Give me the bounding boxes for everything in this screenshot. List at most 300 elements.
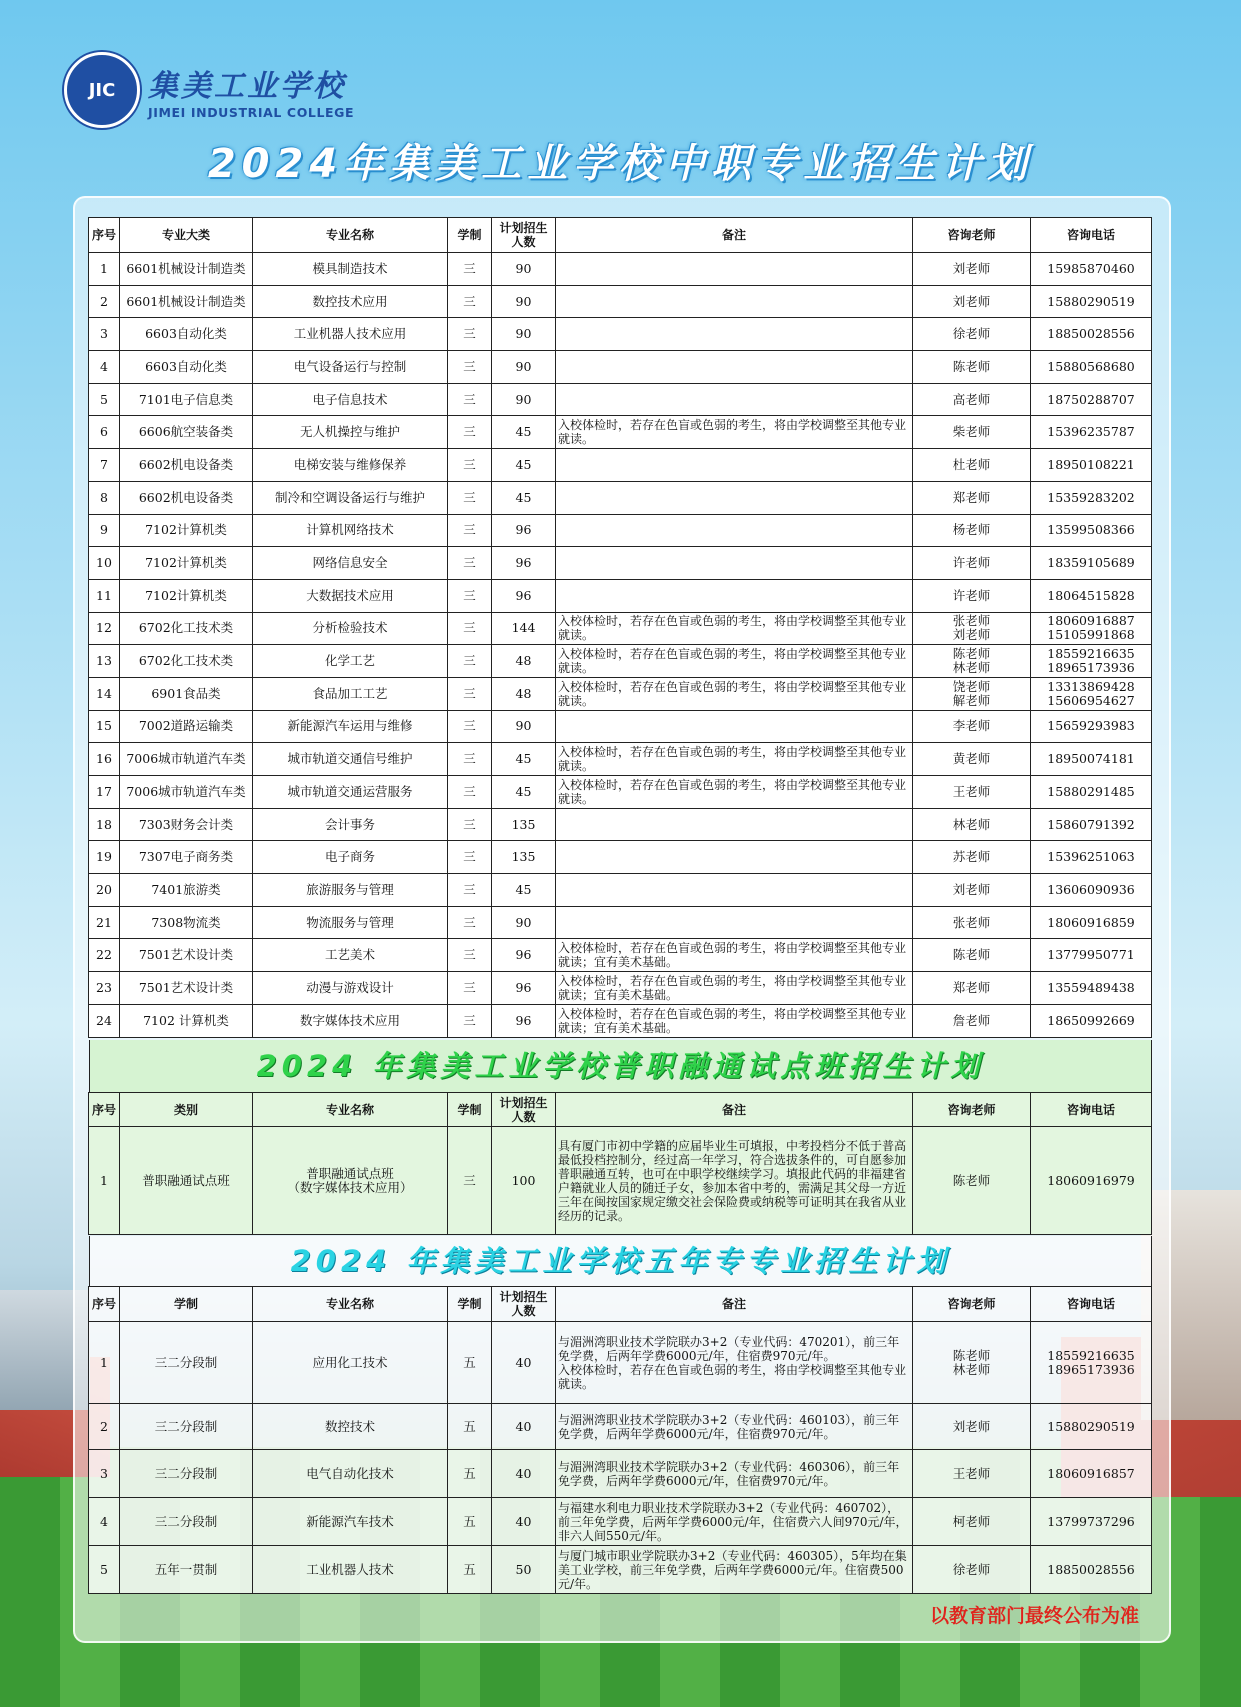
- cell-contact-teacher: 许老师: [913, 579, 1031, 612]
- logo-english-name: JIMEI INDUSTRIAL COLLEGE: [148, 104, 355, 120]
- cell-planned-enrollment: 90: [492, 318, 556, 351]
- cell-row-number: 12: [89, 612, 120, 645]
- cell-contact-teacher: 陈老师: [913, 939, 1031, 972]
- cell-remarks: [556, 710, 913, 743]
- cell-remarks: [556, 874, 913, 907]
- cell-row-number: 11: [89, 579, 120, 612]
- cell-category: 6602机电设备类: [120, 449, 253, 482]
- table-row: [89, 710, 1152, 743]
- table-row: [89, 481, 1152, 514]
- cell-major-name: 电子商务: [253, 841, 448, 874]
- table-row: [89, 253, 1152, 286]
- cell-remarks: [556, 351, 913, 384]
- table-header-row: [89, 1287, 1152, 1322]
- cell-contact-phone: 18060916979: [1031, 1127, 1152, 1235]
- vocational-plan-table: [88, 217, 1152, 1038]
- header-duration: 学制: [448, 218, 492, 253]
- cell-planned-enrollment: 90: [492, 285, 556, 318]
- header-remarks: 备注: [556, 1093, 913, 1127]
- cell-contact-teacher: 陈老师 林老师: [913, 1322, 1031, 1404]
- cell-major-name: 计算机网络技术: [253, 514, 448, 547]
- cell-major-name: 数控技术: [253, 1404, 448, 1450]
- cell-contact-phone: 18359105689: [1031, 547, 1152, 580]
- cell-major-name: 网络信息安全: [253, 547, 448, 580]
- cell-planned-enrollment: 90: [492, 383, 556, 416]
- cell-major-name: 电子信息技术: [253, 383, 448, 416]
- cell-remarks: [556, 383, 913, 416]
- cell-planned-enrollment: 96: [492, 579, 556, 612]
- cell-duration: 三: [448, 579, 492, 612]
- cell-row-number: 1: [89, 253, 120, 286]
- cell-remarks: 与湄洲湾职业技术学院联办3+2（专业代码：460103），前三年免学费，后两年学费6000元/年，住宿费970元/年。: [556, 1404, 913, 1450]
- cell-contact-teacher: 郑老师: [913, 481, 1031, 514]
- cell-contact-teacher: 徐老师: [913, 1546, 1031, 1594]
- cell-category: 三二分段制: [120, 1322, 253, 1404]
- cell-row-number: 18: [89, 808, 120, 841]
- cell-category: 6602机电设备类: [120, 481, 253, 514]
- header-duration: 学制: [448, 1093, 492, 1127]
- cell-planned-enrollment: 144: [492, 612, 556, 645]
- cell-duration: 三: [448, 318, 492, 351]
- cell-major-name: 新能源汽车运用与维修: [253, 710, 448, 743]
- cell-contact-phone: 15985870460: [1031, 253, 1152, 286]
- cell-remarks: 入校体检时，若存在色盲或色弱的考生，将由学校调整至其他专业就读。: [556, 416, 913, 449]
- table-row: [89, 416, 1152, 449]
- header-row-number: 序号: [89, 1093, 120, 1127]
- cell-planned-enrollment: 45: [492, 416, 556, 449]
- cell-remarks: [556, 481, 913, 514]
- cell-contact-teacher: 王老师: [913, 1450, 1031, 1498]
- section-title-five-year: 2024 年集美工业学校五年专专业招生计划: [89, 1236, 1152, 1286]
- cell-duration: 三: [448, 285, 492, 318]
- cell-planned-enrollment: 96: [492, 514, 556, 547]
- cell-duration: 三: [448, 939, 492, 972]
- cell-row-number: 4: [89, 1498, 120, 1546]
- table-row: [89, 449, 1152, 482]
- cell-remarks: 入校体检时，若存在色盲或色弱的考生，将由学校调整至其他专业就读。: [556, 743, 913, 776]
- integration-plan-table: [88, 1092, 1152, 1235]
- cell-contact-teacher: 饶老师 解老师: [913, 677, 1031, 710]
- cell-major-name: 电气设备运行与控制: [253, 351, 448, 384]
- cell-category: 7006城市轨道汽车类: [120, 776, 253, 809]
- table-row: [89, 318, 1152, 351]
- cell-row-number: 21: [89, 906, 120, 939]
- cell-category: 6702化工技术类: [120, 612, 253, 645]
- cell-remarks: [556, 906, 913, 939]
- cell-category: 7101电子信息类: [120, 383, 253, 416]
- cell-remarks: 入校体检时，若存在色盲或色弱的考生，将由学校调整至其他专业就读；宜有美术基础。: [556, 972, 913, 1005]
- cell-remarks: 与湄洲湾职业技术学院联办3+2（专业代码：460306），前三年免学费，后两年学费6000元/年，住宿费970元/年。: [556, 1450, 913, 1498]
- cell-duration: 五: [448, 1450, 492, 1498]
- cell-contact-phone: 15396235787: [1031, 416, 1152, 449]
- cell-contact-teacher: 柴老师: [913, 416, 1031, 449]
- cell-duration: 三: [448, 449, 492, 482]
- cell-major-name: 分析检验技术: [253, 612, 448, 645]
- cell-contact-phone: 18060916859: [1031, 906, 1152, 939]
- cell-contact-teacher: 黄老师: [913, 743, 1031, 776]
- cell-contact-phone: 15880290519: [1031, 285, 1152, 318]
- table-row: [89, 972, 1152, 1005]
- cell-contact-teacher: 杜老师: [913, 449, 1031, 482]
- cell-planned-enrollment: 45: [492, 481, 556, 514]
- cell-row-number: 14: [89, 677, 120, 710]
- cell-category: 6702化工技术类: [120, 645, 253, 678]
- cell-row-number: 5: [89, 1546, 120, 1594]
- cell-duration: 三: [448, 841, 492, 874]
- cell-planned-enrollment: 90: [492, 906, 556, 939]
- cell-planned-enrollment: 135: [492, 841, 556, 874]
- table-row: [89, 939, 1152, 972]
- cell-contact-teacher: 李老师: [913, 710, 1031, 743]
- cell-row-number: 15: [89, 710, 120, 743]
- cell-duration: 三: [448, 547, 492, 580]
- cell-category: 7501艺术设计类: [120, 972, 253, 1005]
- header-category: 专业大类: [120, 218, 253, 253]
- header-row-number: 序号: [89, 1287, 120, 1322]
- cell-contact-phone: 18950108221: [1031, 449, 1152, 482]
- cell-major-name: 城市轨道交通信号维护: [253, 743, 448, 776]
- cell-row-number: 7: [89, 449, 120, 482]
- cell-category: 7102计算机类: [120, 514, 253, 547]
- header-contact-phone: 咨询电话: [1031, 1093, 1152, 1127]
- table-header-row: [89, 1093, 1152, 1127]
- cell-row-number: 13: [89, 645, 120, 678]
- cell-remarks: [556, 841, 913, 874]
- header-category: 学制: [120, 1287, 253, 1322]
- cell-category: 三二分段制: [120, 1498, 253, 1546]
- header-row-number: 序号: [89, 218, 120, 253]
- cell-category: 6601机械设计制造类: [120, 253, 253, 286]
- cell-major-name: 模具制造技术: [253, 253, 448, 286]
- cell-major-name: 普职融通试点班 （数字媒体技术应用）: [253, 1127, 448, 1235]
- cell-planned-enrollment: 45: [492, 449, 556, 482]
- table-row: [89, 547, 1152, 580]
- cell-row-number: 2: [89, 285, 120, 318]
- cell-remarks: [556, 285, 913, 318]
- table-row: [89, 874, 1152, 907]
- cell-row-number: 16: [89, 743, 120, 776]
- cell-remarks: 入校体检时，若存在色盲或色弱的考生，将由学校调整至其他专业就读。: [556, 645, 913, 678]
- cell-contact-phone: 18064515828: [1031, 579, 1152, 612]
- cell-duration: 三: [448, 677, 492, 710]
- cell-contact-teacher: 许老师: [913, 547, 1031, 580]
- header-planned-enrollment: 计划招生人数: [492, 218, 556, 253]
- table-row: [89, 1004, 1152, 1037]
- cell-category: 7303财务会计类: [120, 808, 253, 841]
- cell-duration: 三: [448, 481, 492, 514]
- cell-major-name: 化学工艺: [253, 645, 448, 678]
- cell-duration: 五: [448, 1404, 492, 1450]
- cell-planned-enrollment: 48: [492, 677, 556, 710]
- cell-major-name: 数控技术应用: [253, 285, 448, 318]
- cell-category: 6901食品类: [120, 677, 253, 710]
- school-logo: [64, 52, 354, 128]
- cell-category: 三二分段制: [120, 1450, 253, 1498]
- cell-contact-phone: 18559216635 18965173936: [1031, 1322, 1152, 1404]
- cell-planned-enrollment: 100: [492, 1127, 556, 1235]
- cell-planned-enrollment: 96: [492, 547, 556, 580]
- cell-category: 三二分段制: [120, 1404, 253, 1450]
- cell-category: 6603自动化类: [120, 318, 253, 351]
- cell-contact-teacher: 陈老师: [913, 1127, 1031, 1235]
- table-row: [89, 677, 1152, 710]
- cell-contact-phone: 13599508366: [1031, 514, 1152, 547]
- cell-category: 6601机械设计制造类: [120, 285, 253, 318]
- cell-contact-teacher: 杨老师: [913, 514, 1031, 547]
- table-row: [89, 579, 1152, 612]
- table-row: [89, 514, 1152, 547]
- cell-contact-teacher: 詹老师: [913, 1004, 1031, 1037]
- cell-category: 7102计算机类: [120, 579, 253, 612]
- table-row: [89, 808, 1152, 841]
- cell-row-number: 3: [89, 318, 120, 351]
- cell-contact-phone: 18850028556: [1031, 318, 1152, 351]
- cell-row-number: 22: [89, 939, 120, 972]
- cell-duration: 三: [448, 416, 492, 449]
- cell-major-name: 应用化工技术: [253, 1322, 448, 1404]
- cell-contact-teacher: 苏老师: [913, 841, 1031, 874]
- cell-planned-enrollment: 45: [492, 776, 556, 809]
- table-row: [89, 612, 1152, 645]
- cell-planned-enrollment: 96: [492, 939, 556, 972]
- cell-remarks: 与厦门城市职业学院联办3+2（专业代码：460305），5年均在集美工业学校，前三年免学费，后两年学费6000元/年。住宿费500元/年。: [556, 1546, 913, 1594]
- header-major-name: 专业名称: [253, 218, 448, 253]
- cell-row-number: 8: [89, 481, 120, 514]
- cell-duration: 三: [448, 906, 492, 939]
- cell-row-number: 2: [89, 1404, 120, 1450]
- header-contact-teacher: 咨询老师: [913, 1093, 1031, 1127]
- cell-contact-teacher: 刘老师: [913, 874, 1031, 907]
- cell-row-number: 19: [89, 841, 120, 874]
- cell-remarks: 与湄洲湾职业技术学院联办3+2（专业代码：470201），前三年免学费，后两年学费6000元/年，住宿费970元/年。 入校体检时，若存在色盲或色弱的考生，将由学校调整至其他专业就读。: [556, 1322, 913, 1404]
- table-row: [89, 351, 1152, 384]
- cell-category: 7102 计算机类: [120, 1004, 253, 1037]
- cell-contact-teacher: 刘老师: [913, 285, 1031, 318]
- table-row: [89, 1127, 1152, 1235]
- cell-contact-phone: 13779950771: [1031, 939, 1152, 972]
- cell-contact-teacher: 柯老师: [913, 1498, 1031, 1546]
- cell-contact-phone: 18060916857: [1031, 1450, 1152, 1498]
- cell-major-name: 工艺美术: [253, 939, 448, 972]
- header-planned-enrollment: 计划招生人数: [492, 1287, 556, 1322]
- cell-contact-phone: 15359283202: [1031, 481, 1152, 514]
- cell-planned-enrollment: 96: [492, 972, 556, 1005]
- header-major-name: 专业名称: [253, 1287, 448, 1322]
- cell-planned-enrollment: 40: [492, 1404, 556, 1450]
- cell-contact-teacher: 陈老师: [913, 351, 1031, 384]
- cell-category: 6603自动化类: [120, 351, 253, 384]
- cell-major-name: 会计事务: [253, 808, 448, 841]
- header-contact-teacher: 咨询老师: [913, 218, 1031, 253]
- cell-major-name: 物流服务与管理: [253, 906, 448, 939]
- cell-major-name: 旅游服务与管理: [253, 874, 448, 907]
- cell-contact-teacher: 徐老师: [913, 318, 1031, 351]
- table-row: [89, 645, 1152, 678]
- cell-contact-teacher: 林老师: [913, 808, 1031, 841]
- cell-contact-phone: 15880568680: [1031, 351, 1152, 384]
- table-row: [89, 285, 1152, 318]
- cell-contact-phone: 13799737296: [1031, 1498, 1152, 1546]
- cell-duration: 五: [448, 1498, 492, 1546]
- cell-planned-enrollment: 135: [492, 808, 556, 841]
- cell-duration: 三: [448, 383, 492, 416]
- cell-major-name: 大数据技术应用: [253, 579, 448, 612]
- cell-category: 五年一贯制: [120, 1546, 253, 1594]
- cell-row-number: 9: [89, 514, 120, 547]
- cell-major-name: 工业机器人技术应用: [253, 318, 448, 351]
- logo-chinese-name: 集美工业学校: [148, 68, 346, 104]
- table-row: [89, 743, 1152, 776]
- cell-contact-teacher: 张老师 刘老师: [913, 612, 1031, 645]
- cell-contact-phone: 18950074181: [1031, 743, 1152, 776]
- cell-category: 7401旅游类: [120, 874, 253, 907]
- header-remarks: 备注: [556, 218, 913, 253]
- cell-remarks: [556, 547, 913, 580]
- cell-duration: 三: [448, 710, 492, 743]
- header-remarks: 备注: [556, 1287, 913, 1322]
- cell-duration: 三: [448, 612, 492, 645]
- cell-duration: 三: [448, 972, 492, 1005]
- cell-remarks: 入校体检时，若存在色盲或色弱的考生，将由学校调整至其他专业就读。: [556, 612, 913, 645]
- header-duration: 学制: [448, 1287, 492, 1322]
- table-row: [89, 1546, 1152, 1594]
- cell-planned-enrollment: 45: [492, 743, 556, 776]
- table-row: [89, 1322, 1152, 1404]
- cell-planned-enrollment: 45: [492, 874, 556, 907]
- cell-contact-teacher: 刘老师: [913, 1404, 1031, 1450]
- footer-note: 以教育部门最终公布为准: [929, 1605, 1139, 1627]
- cell-contact-teacher: 张老师: [913, 906, 1031, 939]
- cell-row-number: 4: [89, 351, 120, 384]
- cell-duration: 三: [448, 1004, 492, 1037]
- cell-major-name: 动漫与游戏设计: [253, 972, 448, 1005]
- cell-remarks: [556, 514, 913, 547]
- cell-major-name: 城市轨道交通运营服务: [253, 776, 448, 809]
- cell-remarks: 具有厦门市初中学籍的应届毕业生可填报，中考投档分不低于普高最低投档控制分，经过高一年学习，符合选拔条件的，可自愿参加普职融通互转，也可在中职学校继续学习。填报此代码的非福建省户籍就业人员的随迁子女，参加本省中考的，需满足其父母一方近三年在闽按国家规定缴交社会保险费或纳税等可证明其在我省从业经历的记录。: [556, 1127, 913, 1235]
- table-row: [89, 1404, 1152, 1450]
- cell-contact-phone: 15860791392: [1031, 808, 1152, 841]
- header-contact-phone: 咨询电话: [1031, 1287, 1152, 1322]
- cell-remarks: 入校体检时，若存在色盲或色弱的考生，将由学校调整至其他专业就读；宜有美术基础。: [556, 939, 913, 972]
- header-contact-phone: 咨询电话: [1031, 218, 1152, 253]
- cell-category: 7002道路运输类: [120, 710, 253, 743]
- cell-contact-phone: 18850028556: [1031, 1546, 1152, 1594]
- cell-row-number: 17: [89, 776, 120, 809]
- cell-contact-phone: 13559489438: [1031, 972, 1152, 1005]
- cell-contact-phone: 18750288707: [1031, 383, 1152, 416]
- cell-major-name: 工业机器人技术: [253, 1546, 448, 1594]
- table-row: [89, 1498, 1152, 1546]
- cell-contact-teacher: 高老师: [913, 383, 1031, 416]
- cell-row-number: 24: [89, 1004, 120, 1037]
- page-title: 2024年集美工业学校中职专业招生计划: [207, 141, 1034, 187]
- table-row: [89, 841, 1152, 874]
- cell-category: 7308物流类: [120, 906, 253, 939]
- cell-contact-phone: 15659293983: [1031, 710, 1152, 743]
- cell-remarks: [556, 318, 913, 351]
- cell-planned-enrollment: 40: [492, 1322, 556, 1404]
- header-contact-teacher: 咨询老师: [913, 1287, 1031, 1322]
- cell-major-name: 数字媒体技术应用: [253, 1004, 448, 1037]
- table-row: [89, 383, 1152, 416]
- cell-major-name: 食品加工工艺: [253, 677, 448, 710]
- cell-contact-phone: 13313869428 15606954627: [1031, 677, 1152, 710]
- cell-duration: 三: [448, 645, 492, 678]
- logo-seal-icon: JIC: [64, 52, 140, 128]
- cell-duration: 三: [448, 351, 492, 384]
- cell-category: 普职融通试点班: [120, 1127, 253, 1235]
- cell-contact-phone: 18650992669: [1031, 1004, 1152, 1037]
- table-header-row: [89, 218, 1152, 253]
- cell-duration: 三: [448, 776, 492, 809]
- cell-category: 7102计算机类: [120, 547, 253, 580]
- cell-contact-phone: 15880291485: [1031, 776, 1152, 809]
- cell-duration: 五: [448, 1322, 492, 1404]
- cell-remarks: 入校体检时，若存在色盲或色弱的考生，将由学校调整至其他专业就读。: [556, 677, 913, 710]
- cell-row-number: 3: [89, 1450, 120, 1498]
- table-row: [89, 1450, 1152, 1498]
- cell-category: 7501艺术设计类: [120, 939, 253, 972]
- cell-contact-phone: 15880290519: [1031, 1404, 1152, 1450]
- cell-duration: 三: [448, 514, 492, 547]
- five-year-plan-table: [88, 1286, 1152, 1594]
- header-category: 类别: [120, 1093, 253, 1127]
- cell-duration: 三: [448, 253, 492, 286]
- cell-category: 7307电子商务类: [120, 841, 253, 874]
- cell-duration: 三: [448, 808, 492, 841]
- cell-remarks: [556, 808, 913, 841]
- cell-remarks: [556, 253, 913, 286]
- header-planned-enrollment: 计划招生人数: [492, 1093, 556, 1127]
- cell-major-name: 电气自动化技术: [253, 1450, 448, 1498]
- cell-contact-teacher: 刘老师: [913, 253, 1031, 286]
- cell-remarks: 与福建水利电力职业技术学院联办3+2（专业代码：460702），前三年免学费，后两年学费6000元/年，住宿费六人间970元/年，非六人间550元/年。: [556, 1498, 913, 1546]
- cell-planned-enrollment: 90: [492, 351, 556, 384]
- cell-major-name: 新能源汽车技术: [253, 1498, 448, 1546]
- cell-category: 6606航空装备类: [120, 416, 253, 449]
- cell-category: 7006城市轨道汽车类: [120, 743, 253, 776]
- cell-row-number: 5: [89, 383, 120, 416]
- cell-duration: 三: [448, 874, 492, 907]
- cell-planned-enrollment: 50: [492, 1546, 556, 1594]
- cell-duration: 五: [448, 1546, 492, 1594]
- cell-contact-phone: 18060916887 15105991868: [1031, 612, 1152, 645]
- cell-row-number: 10: [89, 547, 120, 580]
- cell-row-number: 20: [89, 874, 120, 907]
- section-title-integration: 2024 年集美工业学校普职融通试点班招生计划: [89, 1040, 1152, 1092]
- cell-major-name: 无人机操控与维护: [253, 416, 448, 449]
- cell-major-name: 电梯安装与维修保养: [253, 449, 448, 482]
- cell-duration: 三: [448, 1127, 492, 1235]
- cell-contact-teacher: 王老师: [913, 776, 1031, 809]
- header-major-name: 专业名称: [253, 1093, 448, 1127]
- cell-remarks: [556, 449, 913, 482]
- cell-planned-enrollment: 96: [492, 1004, 556, 1037]
- cell-planned-enrollment: 40: [492, 1450, 556, 1498]
- table-row: [89, 776, 1152, 809]
- cell-planned-enrollment: 48: [492, 645, 556, 678]
- cell-remarks: 入校体检时，若存在色盲或色弱的考生，将由学校调整至其他专业就读；宜有美术基础。: [556, 1004, 913, 1037]
- cell-row-number: 1: [89, 1127, 120, 1235]
- cell-remarks: 入校体检时，若存在色盲或色弱的考生，将由学校调整至其他专业就读。: [556, 776, 913, 809]
- table-row: [89, 906, 1152, 939]
- cell-contact-phone: 15396251063: [1031, 841, 1152, 874]
- cell-remarks: [556, 579, 913, 612]
- cell-planned-enrollment: 90: [492, 710, 556, 743]
- cell-major-name: 制冷和空调设备运行与维护: [253, 481, 448, 514]
- cell-contact-phone: 18559216635 18965173936: [1031, 645, 1152, 678]
- cell-contact-teacher: 郑老师: [913, 972, 1031, 1005]
